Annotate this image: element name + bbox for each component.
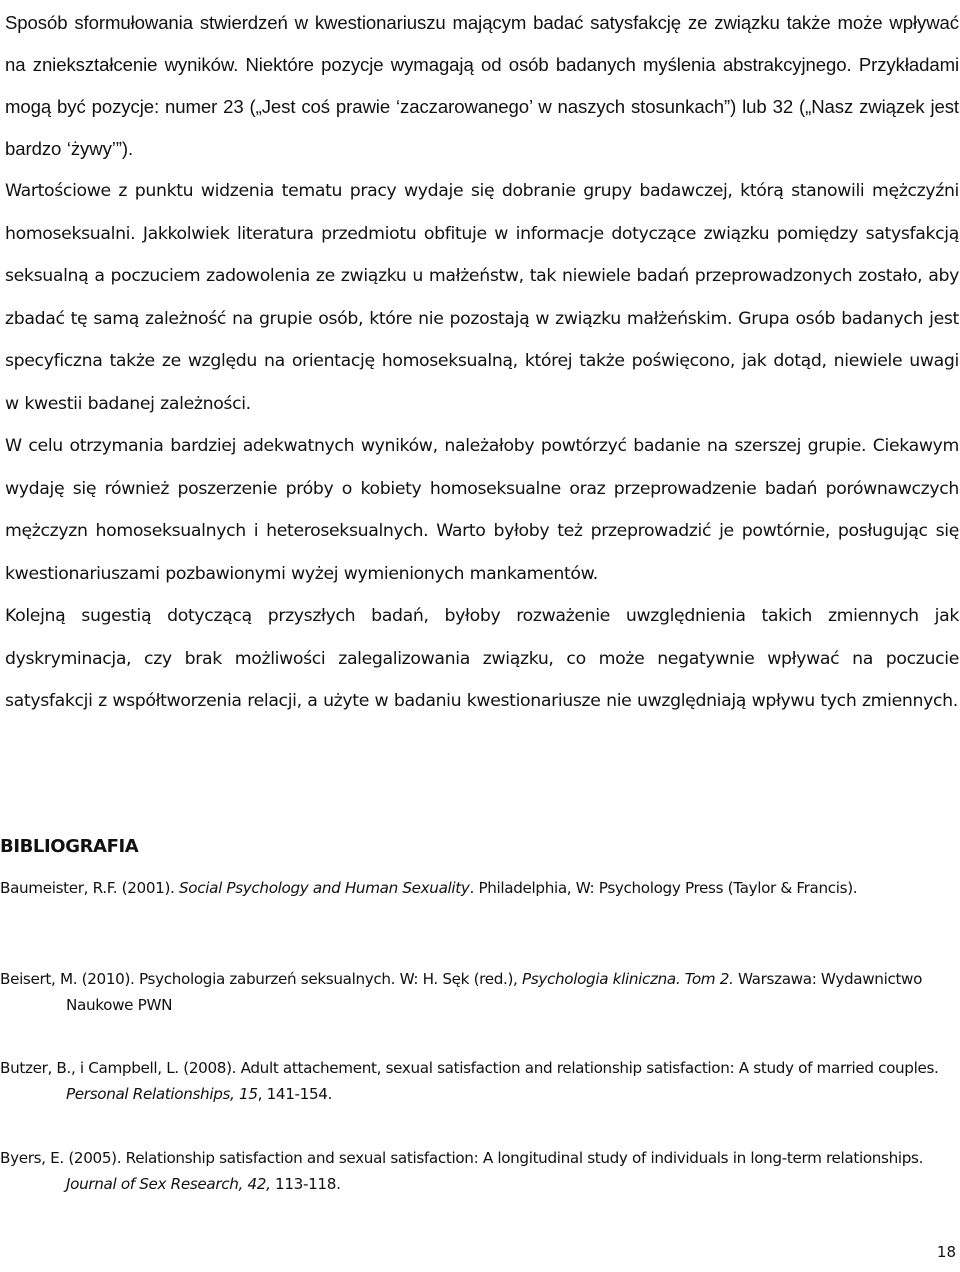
bibliography-entry-text: . Philadelphia, W: Psychology Press (Taylor & Francis). bbox=[469, 879, 858, 897]
bibliography-entry-text: Butzer, B., i Campbell, L. (2008). Adult attachement, sexual satisfaction and relationship satisfaction: A study of married couples. bbox=[0, 1059, 939, 1077]
bibliography-entry-title: Journal of Sex Research, 42, bbox=[66, 1175, 271, 1193]
bibliography-entry-title: Personal Relationships, 15 bbox=[66, 1085, 258, 1103]
paragraph-questionnaire-wording: Sposób sformułowania stwierdzeń w kwestionariuszu mającym badać satysfakcję ze związku także może wpływać na zniekształcenie wyników. Niektóre pozycje wymagają od osób badanych myślenia abstrakcyjnego. Przykładami mogą być pozycje: numer 23 („Jest coś prawie ‘zaczarowanego’ w naszych stosunkach”) lub 32 („Nasz związek jest bardzo ‘żywy’”). bbox=[5, 12, 959, 159]
paragraph-research-group: Wartościowe z punktu widzenia tematu pracy wydaje się dobranie grupy badawczej, którą stanowili mężczyźni homoseksualni. Jakkolwiek literatura przedmiotu obfituje w informacje dotyczące związku pomiędzy satysfakcją seksualną a poczuciem zadowolenia ze związku u małżeństw, tak niewiele badań przeprowadzonych zostało, aby zbadać tę samą zależność na grupie osób, które nie pozostają w związku małżeńskim. Grupa osób badanych jest specyficzna także ze względu na orientację homoseksualną, której także poświęcono, jak dotąd, niewiele uwagi w kwestii badanej zależności. bbox=[5, 181, 959, 414]
bibliography-entry bbox=[0, 1145, 954, 1197]
bibliography-entry-text: Baumeister, R.F. (2001). bbox=[0, 879, 180, 897]
bibliography-heading: BIBLIOGRAFIA bbox=[0, 836, 139, 857]
document-page bbox=[5, 0, 959, 723]
paragraph-future-replication: W celu otrzymania bardziej adekwatnych wyników, należałoby powtórzyć badanie na szerszej grupie. Ciekawym wydaję się również poszerzenie próby o kobiety homoseksualne oraz przeprowadzenie badań porównawczych mężczyzn homoseksualnych i heteroseksualnych. Warto byłoby też przeprowadzić je powtórnie, posługując się kwestionariuszami pozbawionymi wyżej wymienionych mankamentów. bbox=[5, 436, 959, 584]
bibliography-entry-text: Byers, E. (2005). Relationship satisfaction and sexual satisfaction: A longitudinal study of individuals in long-term relationships. bbox=[0, 1149, 924, 1167]
bibliography-entry bbox=[0, 1055, 954, 1107]
bibliography-entry-title: Psychologia kliniczna. Tom 2. bbox=[522, 970, 734, 988]
bibliography-entry-text: , 141-154. bbox=[257, 1085, 333, 1103]
page-number: 18 bbox=[936, 1243, 956, 1261]
bibliography-entry-text: 113-118. bbox=[270, 1175, 341, 1193]
bibliography-entry-title: Social Psychology and Human Sexuality bbox=[179, 879, 470, 897]
paragraph-future-variables: Kolejną sugestią dotyczącą przyszłych badań, byłoby rozważenie uwzględnienia takich zmiennych jak dyskryminacja, czy brak możliwości zalegalizowania związku, co może negatywnie wpływać na poczucie satysfakcji z współtworzenia relacji, a użyte w badaniu kwestionariusze nie uwzględniają wpływu tych zmiennych. bbox=[5, 606, 959, 711]
bibliography-entry-text: Beisert, M. (2010). Psychologia zaburzeń seksualnych. W: H. Sęk (red.), bbox=[0, 970, 523, 988]
bibliography-entry bbox=[0, 875, 954, 901]
bibliography-entry-text: Warszawa: Wydawnictwo Naukowe PWN bbox=[66, 970, 923, 1014]
bibliography-entry bbox=[0, 966, 954, 1018]
